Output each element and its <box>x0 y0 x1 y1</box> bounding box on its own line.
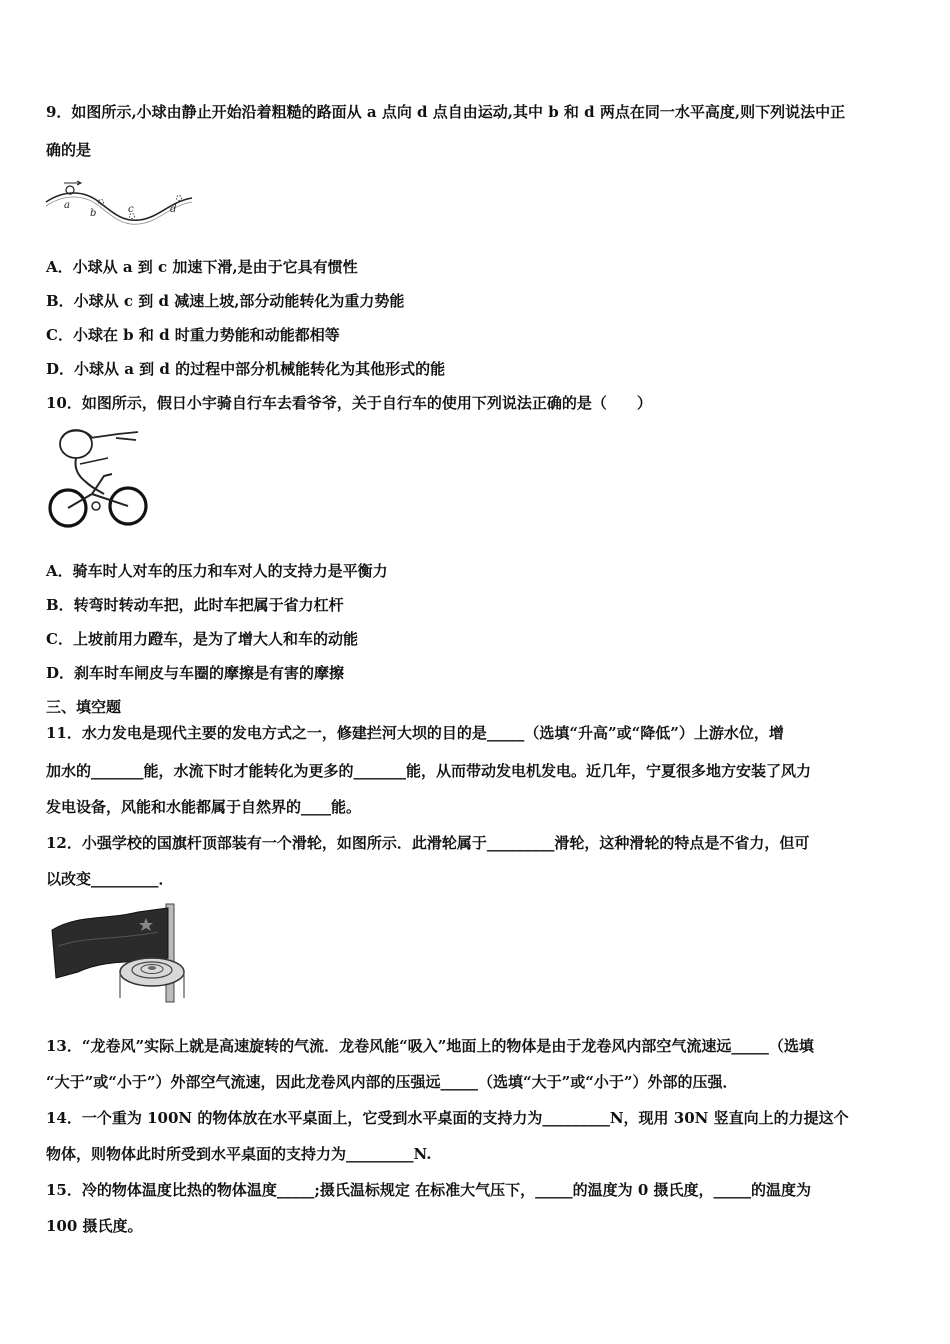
q10-option-d[interactable]: D．刹车时车闸皮与车圈的摩擦是有害的摩擦 <box>46 664 345 682</box>
q9-figure-label-c: c <box>128 204 134 215</box>
q12-stem-line1: 12．小强学校的国旗杆顶部装有一个滑轮，如图所示．此滑轮属于_________滑轮，这种滑轮的特点是不省力，但可 <box>46 834 810 852</box>
section-title-fill-in: 三、填空题 <box>46 698 122 716</box>
q15-stem-line1: 15．冷的物体温度比热的物体温度_____;摄氏温标规定 在标准大气压下，_____的温度为 0 摄氏度，_____的温度为 <box>46 1181 812 1199</box>
q9-option-d[interactable]: D．小球从 a 到 d 的过程中部分机械能转化为其他形式的能 <box>46 360 446 378</box>
q13-stem-line2: “大于”或“小于”）外部空气流速，因此龙卷风内部的压强远_____（选填“大于”或“小于”）外部的压强． <box>46 1073 738 1091</box>
q10-option-b[interactable]: B．转弯时转动车把，此时车把属于省力杠杆 <box>46 596 344 614</box>
q9-figure-label-b: b <box>90 208 97 219</box>
q11-stem-line3: 发电设备，风能和水能都属于自然界的____能。 <box>46 798 362 816</box>
q12-stem-line2: 以改变_________． <box>46 870 174 888</box>
q9-stem-line1: 9．如图所示,小球由静止开始沿着粗糙的路面从 a 点向 d 点自由运动,其中 b 和 d 两点在同一水平高度,则下列说法中正 <box>46 103 846 121</box>
q13-stem-line1: 13．“龙卷风”实际上就是高速旋转的气流．龙卷风能“吸入”地面上的物体是由于龙卷风内部空气流速远_____（选填 <box>46 1037 814 1055</box>
q10-stem: 10．如图所示，假日小宇骑自行车去看爷爷，关于自行车的使用下列说法正确的是（ ） <box>46 394 652 412</box>
q9-option-b[interactable]: B．小球从 c 到 d 减速上坡,部分动能转化为重力势能 <box>46 292 405 310</box>
q10-option-a[interactable]: A．骑车时人对车的压力和车对人的支持力是平衡力 <box>46 562 388 580</box>
q15-stem-line2: 100 摄氏度。 <box>46 1217 143 1235</box>
q11-stem-line1: 11．水力发电是现代主要的发电方式之一，修建拦河大坝的目的是_____（选填“升高”或“降低”）上游水位，增 <box>46 724 784 742</box>
q9-figure-label-d: d <box>170 204 177 215</box>
q14-stem-line1: 14．一个重为 100N 的物体放在水平桌面上，它受到水平桌面的支持力为_________N，现用 30N 竖直向上的力提这个 <box>46 1109 849 1127</box>
q9-option-c[interactable]: C．小球在 b 和 d 时重力势能和动能都相等 <box>46 326 340 344</box>
q10-option-c[interactable]: C．上坡前用力蹬车，是为了增大人和车的动能 <box>46 630 358 648</box>
q12-flagpole-pulley-figure <box>48 900 188 1004</box>
q10-cyclist-figure <box>46 424 150 534</box>
q14-stem-line2: 物体，则物体此时所受到水平桌面的支持力为_________N. <box>46 1145 432 1163</box>
q11-stem-line2: 加水的_______能，水流下时才能转化为更多的_______能，从而带动发电机发电。近几年，宁夏很多地方安装了风力 <box>46 762 812 780</box>
q9-figure-label-a: a <box>64 200 70 211</box>
q9-option-a[interactable]: A．小球从 a 到 c 加速下滑,是由于它具有惯性 <box>46 258 358 276</box>
q9-stem-line2: 确的是 <box>46 141 92 159</box>
q9-track-figure <box>44 180 194 228</box>
